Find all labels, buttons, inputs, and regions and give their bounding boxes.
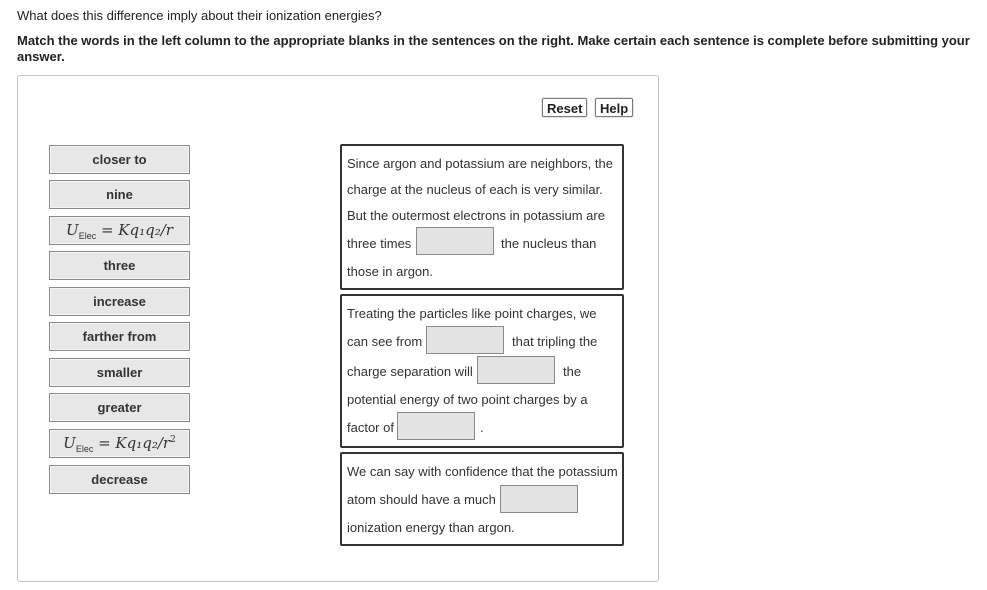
sentence-text: Since argon and potassium are neighbors, the	[347, 156, 613, 171]
sentence-text: potential energy of two point charges by a	[347, 392, 588, 407]
matching-panel	[17, 75, 659, 582]
word-tile-smaller[interactable]: smaller	[49, 358, 190, 387]
answer-blank-2[interactable]	[426, 326, 504, 354]
reset-button[interactable]: Reset	[542, 98, 587, 117]
word-tile-farther-from[interactable]: farther from	[49, 322, 190, 351]
answer-blank-4[interactable]	[397, 412, 475, 440]
sentence-text: But the outermost electrons in potassium are	[347, 208, 605, 223]
sentence-text: three times	[347, 236, 412, 251]
formula-sub: Elec	[75, 443, 94, 454]
sentence-text: charge at the nucleus of each is very similar.	[347, 182, 603, 197]
sentence-text: factor of	[347, 420, 394, 435]
answer-blank-1[interactable]	[416, 227, 494, 255]
answer-blank-5[interactable]	[500, 485, 578, 513]
sentence-text: can see from	[347, 334, 423, 349]
question-text: What does this difference imply about their ionization energies?	[17, 8, 382, 23]
sentence-text: ionization energy than argon.	[347, 520, 515, 535]
sentence-text: atom should have a much	[347, 492, 496, 507]
word-tile-decrease[interactable]: decrease	[49, 465, 190, 494]
sentence-text: those in argon.	[347, 264, 434, 279]
word-tile-three[interactable]: three	[49, 251, 190, 280]
word-tile-formula-r-squared[interactable]	[49, 429, 190, 458]
word-tile-closer-to[interactable]: closer to	[49, 145, 190, 174]
formula-rest: = Kq₁q₂/r	[93, 433, 171, 452]
sentence-text: We can say with confidence that the potassium	[347, 464, 618, 479]
formula-u: U	[63, 433, 76, 452]
word-tile-formula-r[interactable]	[49, 216, 190, 245]
sentence-text: .	[480, 420, 484, 435]
formula-sub: Elec	[78, 230, 97, 241]
sentence-box-1	[340, 144, 624, 290]
sentence-text: the	[563, 364, 582, 379]
sentence-text: that tripling the	[512, 334, 598, 349]
instructions-text: Match the words in the left column to the appropriate blanks in the sentences on the right. Make certain each sentence is complete before submitting your answer.	[17, 33, 970, 64]
word-tile-greater[interactable]: greater	[49, 393, 190, 422]
sentence-box-2	[340, 294, 624, 448]
formula-sup: 2	[170, 434, 176, 445]
sentence-text: the nucleus than	[501, 236, 597, 251]
help-button[interactable]: Help	[595, 98, 633, 117]
sentence-text: Treating the particles like point charges, we	[347, 306, 597, 321]
word-tile-increase[interactable]: increase	[49, 287, 190, 316]
formula-rest: = Kq₁q₂/r	[96, 220, 173, 239]
sentence-text: charge separation will	[347, 364, 473, 379]
word-tile-nine[interactable]: nine	[49, 180, 190, 209]
sentence-box-3	[340, 452, 624, 546]
formula-u: U	[66, 220, 79, 239]
answer-blank-3[interactable]	[477, 356, 555, 384]
